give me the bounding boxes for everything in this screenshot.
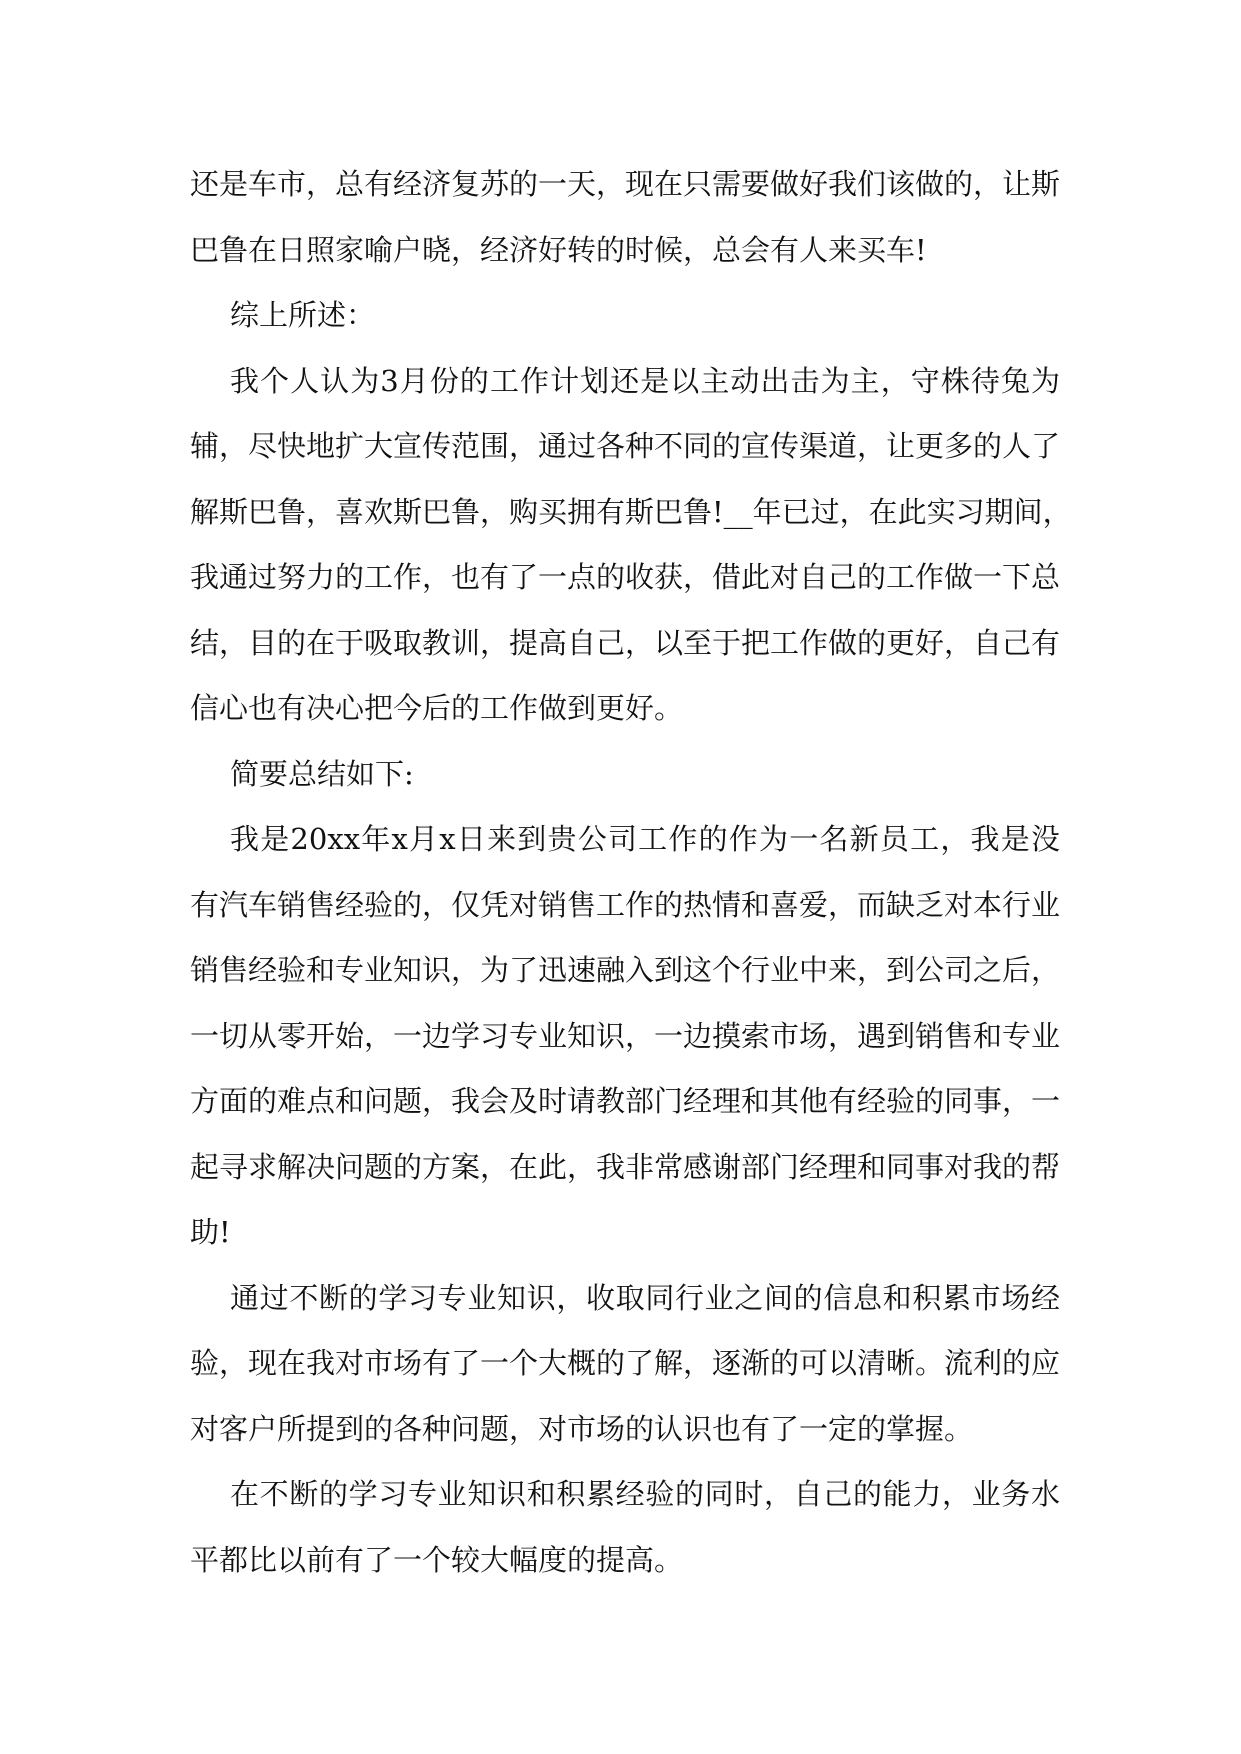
text-line: 在不断的学习专业知识和积累经验的同时，自己的能力，业务水 <box>230 1477 1060 1511</box>
text-line: 巴鲁在日照家喻户晓，经济好转的时候，总会有人来买车! <box>190 232 927 267</box>
text-line: 解斯巴鲁，喜欢斯巴鲁，购买拥有斯巴鲁!__年已过，在此实习期间， <box>190 494 1072 529</box>
section-label <box>190 742 1060 808</box>
text-line: 销售经验和专业知识，为了迅速融入到这个行业中来，到公司之后， <box>190 953 1061 987</box>
paragraph <box>190 1462 1060 1593</box>
text-line: 我是20xx年x月x日来到贵公司工作的作为一名新员工，我是没 <box>230 822 1060 856</box>
text-line: 简要总结如下: <box>230 756 414 791</box>
text-line: 通过不断的学习专业知识，收取同行业之间的信息和积累市场经 <box>230 1280 1060 1315</box>
text-line: 还是车市，总有经济复苏的一天，现在只需要做好我们该做的，让斯 <box>190 167 1061 201</box>
section-label <box>190 283 1060 349</box>
paragraph <box>190 349 1072 742</box>
text-line: 对客户所提到的各种问题，对市场的认识也有了一定的掌握。 <box>190 1411 974 1446</box>
text-line: 综上所述： <box>230 298 376 332</box>
text-line: 一切从零开始，一边学习专业知识，一边摸索市场，遇到销售和专业 <box>190 1018 1061 1053</box>
text-line: 平都比以前有了一个较大幅度的提高。 <box>190 1542 684 1577</box>
text-line: 我个人认为3月份的工作计划还是以主动出击为主，守株待兔为 <box>230 363 1060 398</box>
text-line: 助! <box>190 1215 231 1249</box>
document-body <box>190 152 1072 1593</box>
text-line: 起寻求解决问题的方案，在此，我非常感谢部门经理和同事对我的帮 <box>190 1149 1061 1184</box>
text-line: 方面的难点和问题，我会及时请教部门经理和其他有经验的同事，一 <box>190 1084 1061 1118</box>
paragraph <box>190 152 1060 283</box>
text-line: 我通过努力的工作，也有了一点的收获，借此对自己的工作做一下总 <box>190 560 1061 594</box>
text-line: 信心也有决心把今后的工作做到更好。 <box>190 691 684 725</box>
text-line: 结，目的在于吸取教训，提高自己，以至于把工作做的更好，自己有 <box>190 625 1061 660</box>
paragraph <box>190 807 1060 1266</box>
text-line: 有汽车销售经验的，仅凭对销售工作的热情和喜爱，而缺乏对本行业 <box>190 887 1061 922</box>
text-line: 辅，尽快地扩大宣传范围，通过各种不同的宣传渠道，让更多的人了 <box>190 429 1061 463</box>
paragraph <box>190 1266 1060 1463</box>
text-line: 验，现在我对市场有了一个大概的了解，逐渐的可以清晰。流利的应 <box>190 1346 1061 1380</box>
